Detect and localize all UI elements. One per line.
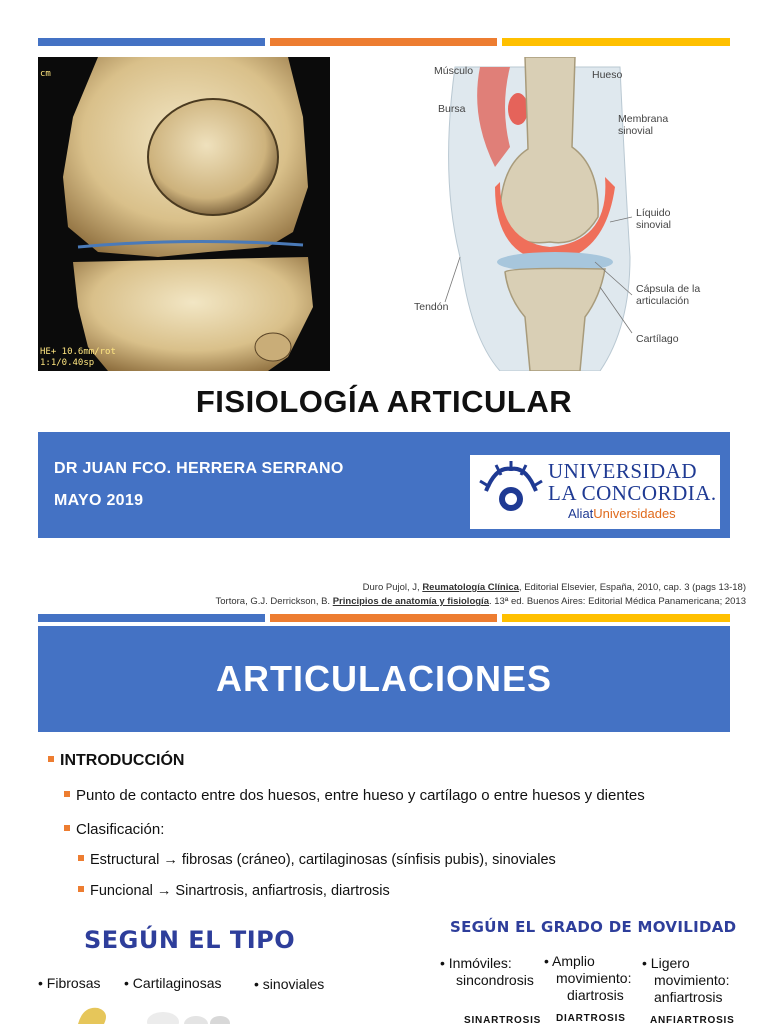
author-name: DR JUAN FCO. HERRERA SERRANO [54, 460, 344, 477]
joint-thumbnails [38, 1004, 368, 1024]
heading-segun-tipo: SEGÚN EL TIPO [84, 926, 296, 954]
label-hueso: Hueso [592, 69, 623, 81]
reference-1 [363, 582, 746, 593]
label-capsula: Cápsula de la articulación [636, 283, 701, 307]
label-sinartrosis: SINARTROSIS [464, 1015, 542, 1024]
logo-line-universidad: UNIVERSIDAD [548, 459, 697, 483]
ct-knee-illustration [38, 57, 330, 371]
logo-universidades-text: Universidades [593, 506, 676, 521]
knee-joint-diagram [400, 57, 730, 371]
point1-text: Punto de contacto entre dos huesos, entre hueso y cartílago o entre huesos y dientes [76, 787, 645, 804]
ref1-author: Duro Pujol, J, [362, 582, 420, 593]
mov-amplio-a: • Amplio [544, 953, 595, 969]
sinovial-thumbnail [210, 1016, 230, 1024]
mov-amplio-c: diartrosis [567, 987, 624, 1003]
university-logo [470, 455, 720, 529]
logo-line-concordia: LA CONCORDIA. [548, 481, 717, 505]
bullet-square-icon [64, 825, 70, 831]
ct-knee-image [38, 57, 330, 371]
accent-stripe-blue [38, 38, 265, 46]
point2-text: Clasificación: [76, 821, 165, 838]
fibrosa-thumbnail [78, 1008, 106, 1024]
ref1-title: Reumatología Clínica [422, 582, 519, 593]
accent-stripe-yellow [502, 38, 730, 46]
label-musculo: Músculo [434, 65, 474, 77]
mov-inmoviles-a: • Inmóviles: [440, 955, 512, 971]
label-tendon: Tendón [414, 301, 449, 313]
bullet-square-icon [64, 791, 70, 797]
logo-aliat-text: Aliat [568, 506, 594, 521]
label-membrana-sinovial: Membrana sinovial [618, 113, 669, 137]
slide2-title: ARTICULACIONES [216, 658, 552, 699]
bullet-clasificacion [64, 821, 164, 838]
logo-line-aliat [568, 506, 676, 521]
bullet-square-icon [48, 756, 54, 762]
sub2-text: Funcional → Sinartrosis, anfiartrosis, diartrosis [90, 883, 390, 899]
tipo-fibrosas: • Fibrosas [38, 975, 101, 991]
intro-text: INTRODUCCIÓN [60, 752, 185, 769]
mov-ligero-c: anfiartrosis [654, 989, 723, 1005]
label-bursa: Bursa [438, 103, 466, 115]
accent-stripe-orange [270, 38, 497, 46]
ref2-author: Tortora, G.J. Derrickson, B. [215, 596, 331, 607]
bullet-square-icon [78, 855, 84, 861]
sub1-text: Estructural → fibrosas (cráneo), cartilaginosas (sínfisis pubis), sinoviales [90, 852, 556, 868]
ct-overlay-unit: cm [40, 69, 51, 79]
tipo-sinoviales: • sinoviales [254, 976, 325, 992]
articulaciones-banner [38, 626, 730, 732]
bullet-funcional [78, 883, 390, 899]
presentation-date: MAYO 2019 [54, 492, 144, 509]
heading-segun-movilidad: SEGÚN EL GRADO DE MOVILIDAD [450, 918, 737, 936]
label-diartrosis: DIARTROSIS [556, 1013, 626, 1024]
accent-stripe-yellow-2 [502, 614, 730, 622]
mov-ligero-b: movimiento: [654, 972, 730, 988]
author-banner [38, 432, 730, 538]
ref2-details: . 13ª ed. Buenos Aires: Editorial Médica Panamericana; 2013 [488, 596, 746, 607]
label-liquido-sinovial: Líquido sinovial [636, 207, 672, 231]
ref1-details: , Editorial Elsevier, España, 2010, cap. 3 (pags 13-18) [518, 582, 746, 593]
tipo-cartilaginosas: • Cartilaginosas [124, 975, 222, 991]
label-cartilago: Cartílago [636, 333, 679, 345]
label-anfiartrosis: ANFIARTROSIS [650, 1015, 735, 1024]
cartilaginosa-thumbnail [147, 1012, 179, 1024]
reference-2 [216, 596, 746, 607]
bullet-introduccion [48, 752, 184, 770]
accent-stripe-blue-2 [38, 614, 265, 622]
accent-stripe-orange-2 [270, 614, 497, 622]
ct-overlay-line1: HE+ 10.6mm/rot [40, 347, 116, 357]
ref2-title: Principios de anatomía y fisiología [332, 596, 489, 607]
bullet-punto-contacto [64, 787, 645, 804]
presentation-title: FISIOLOGÍA ARTICULAR [195, 384, 573, 419]
cartilaginosa-thumbnail-2 [184, 1016, 208, 1024]
mov-ligero-a: • Ligero [642, 955, 690, 971]
bullet-estructural [78, 852, 556, 868]
mov-amplio-b: movimiento: [556, 970, 632, 986]
bullet-square-icon [78, 886, 84, 892]
mov-inmoviles-b: sincondrosis [456, 972, 534, 988]
ct-overlay-line2: 1:1/0.40sp [40, 358, 95, 368]
university-emblem-icon [476, 461, 546, 521]
